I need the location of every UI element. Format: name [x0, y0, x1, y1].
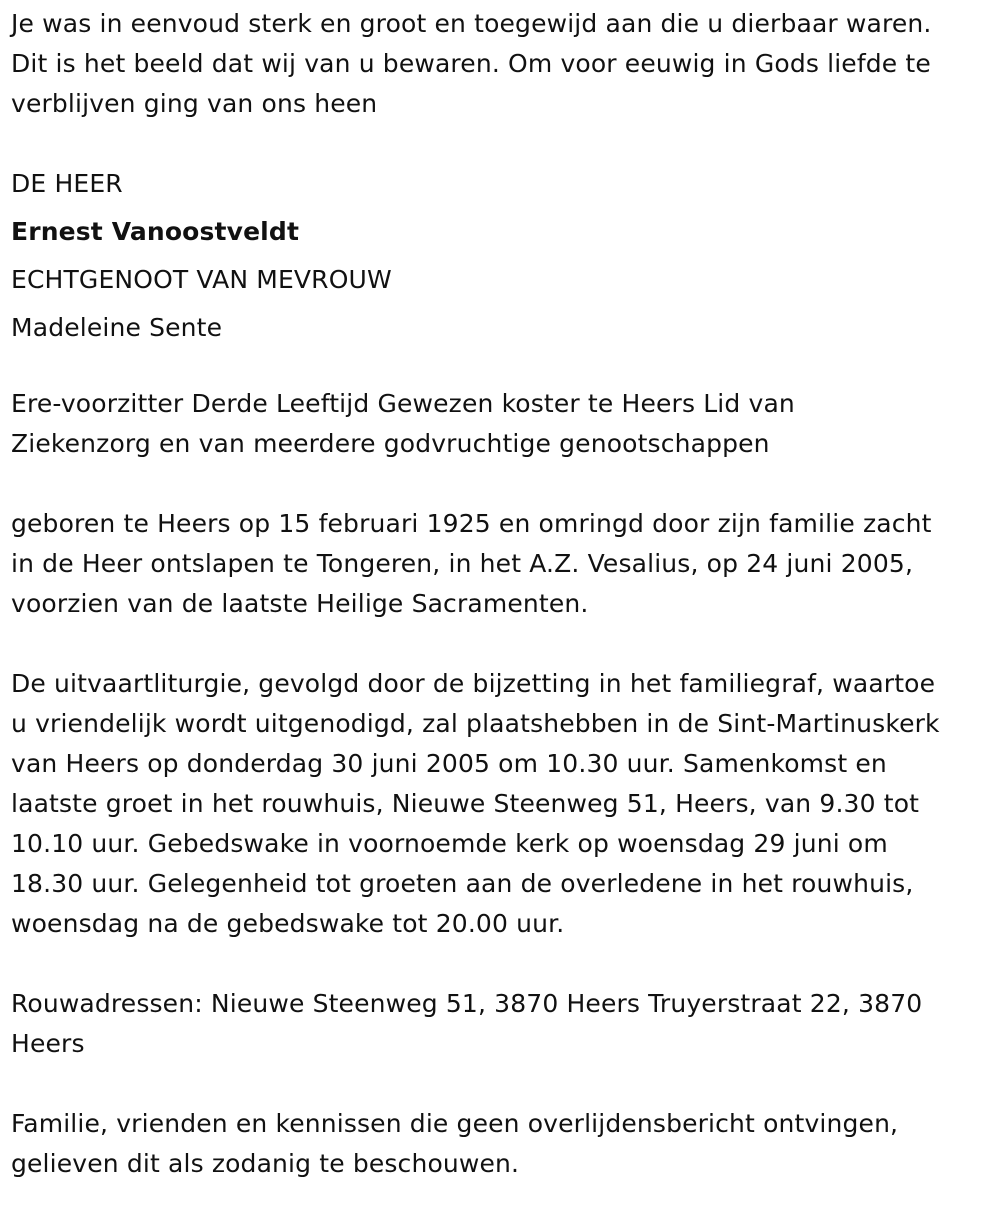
spouse-name: Madeleine Sente	[11, 313, 223, 342]
header-block	[11, 160, 996, 352]
spouse-label: ECHTGENOOT VAN MEVROUW	[11, 265, 392, 294]
title-prefix: DE HEER	[11, 169, 123, 198]
funeral-text: De uitvaartliturgie, gevolgd door de bijzetting in het familiegraf, waartoe u vriendelijk wordt uitgenodigd, zal plaatshebben in de Sint-Martinuskerk van Heers op donderdag 30 juni 2005 om 10.30 uur. Samenkomst en laatste groet in het rouwhuis, Nieuwe Steenweg 51, Heers, van 9.30 tot 10.10 uur. Gebedswake in voornoemde kerk op woensdag 29 juni om 18.30 uur. Gelegenheid tot groeten aan de overledene in het rouwhuis, woensdag na de gebedswake tot 20.00 uur.	[11, 669, 940, 938]
roles-text: Ere-voorzitter Derde Leeftijd Gewezen koster te Heers Lid van Ziekenzorg en van meerdere godvruchtige genootschappen	[11, 389, 795, 458]
closing-text: Familie, vrienden en kennissen die geen overlijdensbericht ontvingen, gelieven dit als zodanig te beschouwen.	[11, 1109, 899, 1178]
birth-death-text: geboren te Heers op 15 februari 1925 en omringd door zijn familie zacht in de Heer ontslapen te Tongeren, in het A.Z. Vesalius, op 24 juni 2005, voorzien van de laatste Heilige Sacramenten.	[11, 509, 932, 618]
deceased-name: Ernest Vanoostveldt	[11, 217, 300, 246]
addresses-text: Rouwadressen: Nieuwe Steenweg 51, 3870 Heers Truyerstraat 22, 3870 Heers	[11, 989, 923, 1058]
intro-text: Je was in eenvoud sterk en groot en toegewijd aan die u dierbaar waren. Dit is het beeld dat wij van u bewaren. Om voor eeuwig in Gods liefde te verblijven ging van ons heen	[11, 9, 932, 118]
obituary-notice	[11, 4, 996, 1224]
